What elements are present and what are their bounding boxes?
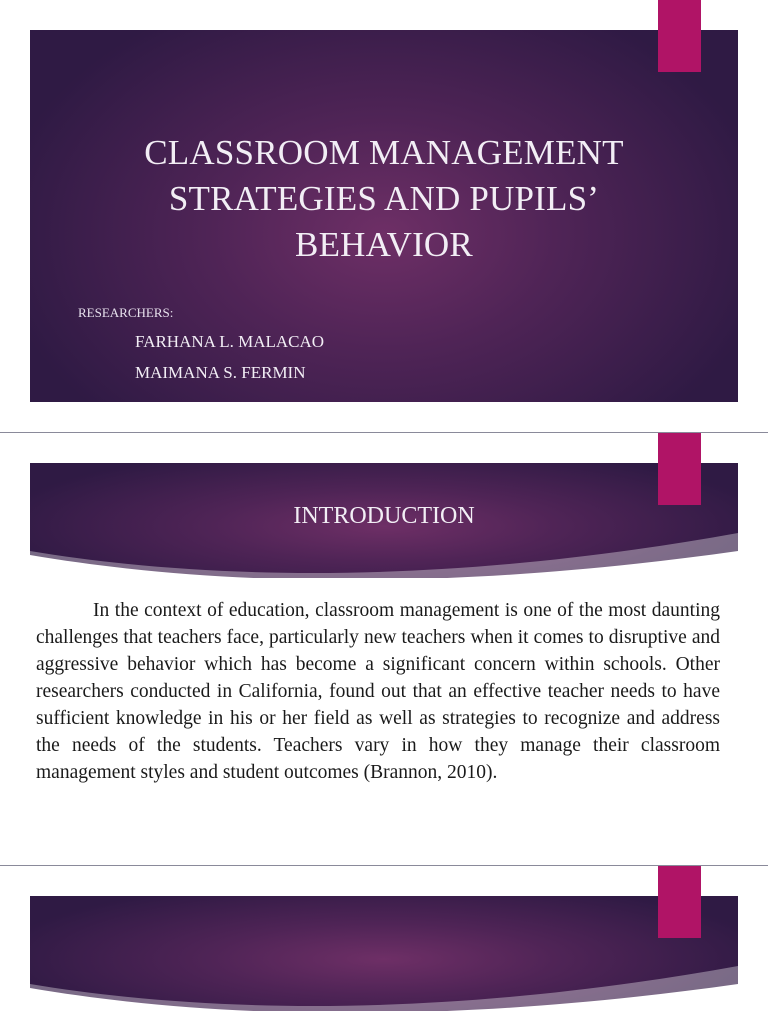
- title-panel: [30, 30, 738, 402]
- title-slide: [0, 0, 768, 432]
- header-panel: [30, 896, 738, 1011]
- header-wave: [30, 956, 738, 1011]
- researcher-name: FARHANA L. MALACAO: [135, 332, 325, 351]
- accent-bar: [658, 433, 701, 505]
- introduction-slide: [0, 433, 768, 865]
- accent-bar: [658, 0, 701, 72]
- section-heading: INTRODUCTION: [293, 503, 475, 529]
- header-panel: [30, 463, 738, 578]
- accent-bar: [658, 866, 701, 938]
- researchers-label: RESEARCHERS:: [78, 305, 174, 320]
- header-wave: [30, 523, 738, 578]
- researcher-name: MAIMANA S. FERMIN: [135, 363, 306, 382]
- slide-title: CLASSROOM MANAGEMENT STRATEGIES AND PUPILS’ BEHAVIOR: [144, 133, 624, 264]
- next-slide: [0, 866, 768, 1024]
- intro-paragraph: In the context of education, classroom management is one of the most daunting challenges that teachers face, particularly new teachers when it comes to disruptive and aggressive behavior which has become a significant concern within schools. Other researchers conducted in California, found out that an effective teacher needs to have sufficient knowledge in his or her field as well as strategies to recognize and address the needs of the students. Teachers vary in how they manage their classroom management styles and student outcomes (Brannon, 2010).: [36, 600, 720, 783]
